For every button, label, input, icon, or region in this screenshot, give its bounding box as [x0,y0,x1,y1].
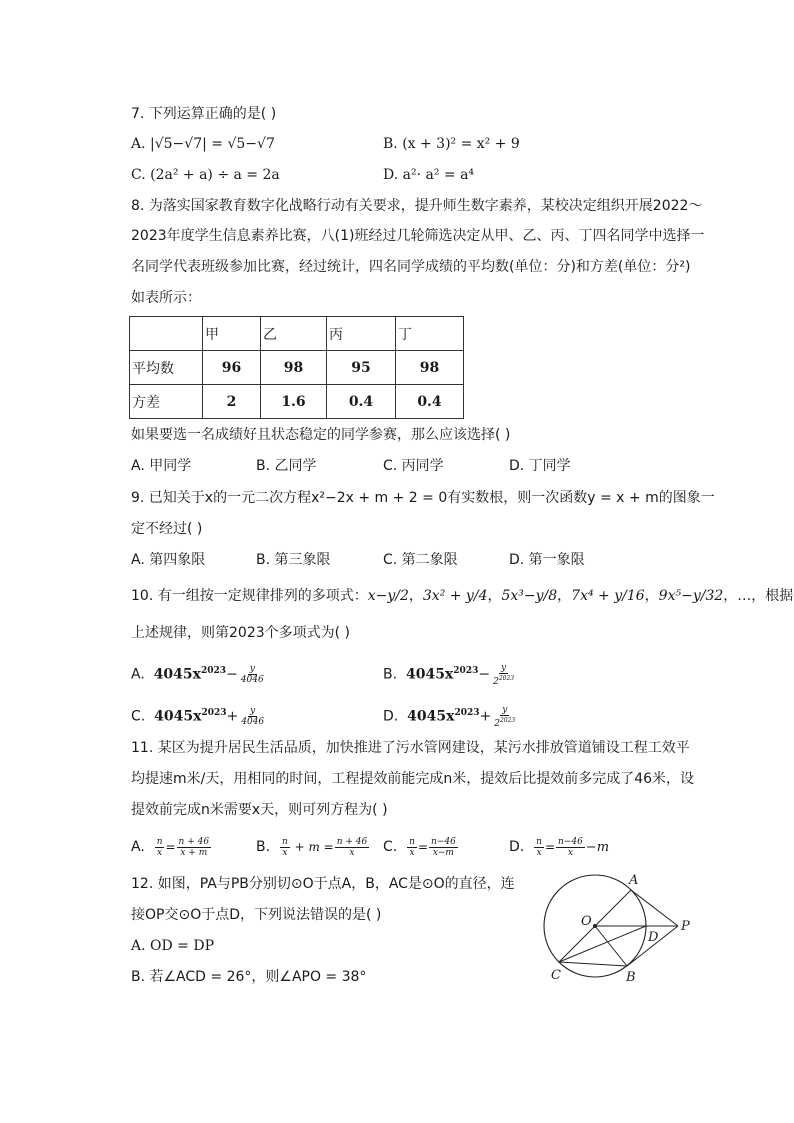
denominator: 4046 [241,717,265,728]
q11-option-d[interactable] [509,834,609,861]
label-b: B [626,970,636,985]
fraction [492,705,517,729]
q7-option-a[interactable]: A. |√5−√7| = √5−√7 [131,136,275,152]
option-label: A. [131,666,145,683]
coef: 4045x [405,666,454,683]
numerator: n−46 [558,836,583,847]
sign: + [226,708,239,725]
option-label: A. [131,839,145,855]
denominator-base: 2 [494,718,500,729]
option-label: D. [509,839,525,855]
q11-option-c[interactable] [383,834,459,860]
center-point [593,924,597,928]
q7-stem: 7. 下列运算正确的是( ) [131,106,277,122]
q11-option-a[interactable] [131,834,212,860]
segment-cb [559,962,627,966]
q9-line-2: 定不经过( ) [131,521,203,537]
equals: = [544,840,555,854]
exponent: 2023 [453,666,479,676]
fraction [177,837,212,858]
denominator-exponent: 2023 [498,674,515,682]
denominator: x [567,847,573,858]
denominator: x [409,847,415,858]
q9-line-1: 9. 已知关于x的一元二次方程x²−2x + m + 2 = 0有实数根，则一次函数y = x + m的图象一 [131,490,715,506]
segment-cd [559,926,646,962]
q12-option-a[interactable]: A. OD = DP [131,938,214,954]
label-p: P [681,919,690,934]
numerator: n [409,836,415,847]
table-cell: 0.4 [327,385,396,419]
q10-term: 5x³−y/8 [501,588,558,604]
q11-line-3: 提效前完成n米需要x天，则可列方程为( ) [131,802,388,818]
numerator: y [249,664,255,675]
denominator: x−m [432,847,454,858]
table-cell: 95 [327,351,396,385]
q8-option-d[interactable]: D. 丁同学 [509,458,571,474]
numerator: y [502,704,508,715]
fraction [239,706,266,727]
option-label: D. [383,708,399,725]
table-header-bing: 丙 [327,317,396,351]
numerator: n [156,836,163,847]
q9-option-a[interactable]: A. 第四象限 [131,552,206,568]
label-d: D [648,930,659,945]
denominator [492,716,517,729]
q7-option-d[interactable]: D. a²· a² = a⁴ [383,167,475,183]
denominator-exponent: 2023 [499,716,516,724]
exponent: 2023 [201,708,227,718]
sign: − [478,666,491,683]
q10-option-b[interactable] [383,658,517,688]
fraction [534,837,544,858]
q10-term: 7x⁴ + y/16 [571,588,645,604]
q10-term: 3x² + y/4 [422,588,488,604]
denominator-base: 2 [493,676,499,687]
denominator: 4046 [240,675,264,686]
fraction [491,663,516,687]
label-o: O [581,914,592,929]
q8-option-c[interactable]: C. 丙同学 [383,458,444,474]
fraction [239,664,266,685]
q10-option-c[interactable] [131,700,267,730]
coef: 4045x [154,708,202,725]
q8-line-2: 2023年度学生信息素养比赛，八(1)班经过几轮筛选决定从甲、乙、丙、丁四名同学中选择一 [131,228,705,244]
numerator: n + 46 [178,836,210,847]
table-cell: 2 [203,385,261,419]
numerator: y [250,706,256,717]
label-a: A [629,873,639,888]
denominator: x + m [180,847,208,858]
q11-option-b[interactable] [256,834,370,860]
q12-option-b[interactable]: B. 若∠ACD = 26°，则∠APO = 38° [131,969,367,985]
table-cell: 1.6 [261,385,327,419]
option-label: C. [131,708,146,725]
numerator: y [501,662,507,673]
score-table [129,316,464,419]
q8-line-1: 8. 为落实国家教育数字化战略行动有关要求，提升师生数字素养，某校决定组织开展2022～ [131,198,703,214]
coef: 4045x [153,666,201,683]
denominator [491,674,516,687]
q11-line-1: 11. 某区为提升居民生活品质，加快推进了污水管网建设，某污水排放管道铺设工程工效平 [131,740,690,756]
numerator: n−46 [431,836,456,847]
segment-pa [631,890,678,926]
q10-term: 9x⁵−y/32 [658,588,724,604]
fraction [429,837,458,858]
q10-option-a[interactable] [131,658,267,688]
q10-term: x−y/2 [367,588,409,604]
q10-line-1: 10. 有一组按一定规律排列的多项式：x−y/2，3x² + y/4，5x³−y/8，7x⁴ + y/16，9x⁵−y/32，…，根据 [131,588,794,604]
table-cell: 98 [396,351,464,385]
q7-option-c[interactable]: C. (2a² + a) ÷ a = 2a [131,167,280,183]
denominator: x [349,847,355,858]
q10-suffix: ，…，根据 [723,588,794,604]
q10-prefix: 10. 有一组按一定规律排列的多项式： [131,588,368,604]
numerator: n + 46 [336,836,368,847]
q9-option-c[interactable]: C. 第二象限 [383,552,458,568]
q12-line-1: 12. 如图，PA与PB分别切⊙O于点A，B，AC是⊙O的直径，连 [131,876,515,892]
table-row-label-mean: 平均数 [130,351,203,385]
middle-expression: + m = [290,840,334,854]
q8-line-3: 名同学代表班级参加比赛，经过统计，四名同学成绩的平均数(单位：分)和方差(单位：分²) [131,259,691,275]
label-c: C [551,968,561,983]
table-header-yi: 乙 [261,317,327,351]
fraction [280,837,290,858]
q9-option-b[interactable]: B. 第三象限 [256,552,331,568]
q12-line-2: 接OP交⊙O于点D，下列说法错误的是( ) [131,907,382,923]
segment-ob [595,926,627,966]
tail-term: −m [585,840,610,855]
circle-tangent-figure [535,868,700,988]
equals: = [165,840,176,854]
denominator: x [282,847,288,858]
table-header-ding: 丁 [396,317,464,351]
exponent: 2023 [201,666,227,676]
q10-line-2: 上述规律，则第2023个多项式为( ) [131,625,351,641]
denominator: x [536,847,542,858]
numerator: n [281,836,288,847]
fraction [155,837,165,858]
table-header-empty [130,317,203,351]
table-cell: 0.4 [396,385,464,419]
table-cell: 98 [261,351,327,385]
denominator: x [157,847,163,858]
numerator: n [536,836,542,847]
equals: = [417,840,428,854]
q8-option-a[interactable]: A. 甲同学 [131,458,192,474]
q8-option-b[interactable]: B. 乙同学 [256,458,317,474]
q9-option-d[interactable]: D. 第一象限 [509,552,585,568]
q7-option-b[interactable]: B. (x + 3)² = x² + 9 [383,136,520,152]
option-label: C. [383,839,398,855]
sign: − [226,666,238,683]
exponent: 2023 [454,708,480,718]
fraction [335,837,370,858]
q8-question: 如果要选一名成绩好且状态稳定的同学参赛，那么应该选择( ) [131,427,511,443]
q8-line-4: 如表所示： [131,290,201,306]
table-row-label-variance: 方差 [130,385,203,419]
fraction [556,837,585,858]
q10-option-d[interactable] [383,700,518,730]
coef: 4045x [407,708,455,725]
sign: + [479,708,492,725]
q11-line-2: 均提速m米/天，用相同的时间，工程提效前能完成n米，提效后比提效前多完成了46米，设 [131,771,695,787]
table-header-jia: 甲 [203,317,261,351]
option-label: B. [383,666,398,683]
option-label: B. [256,839,271,855]
fraction [407,837,417,858]
table-cell: 96 [203,351,261,385]
